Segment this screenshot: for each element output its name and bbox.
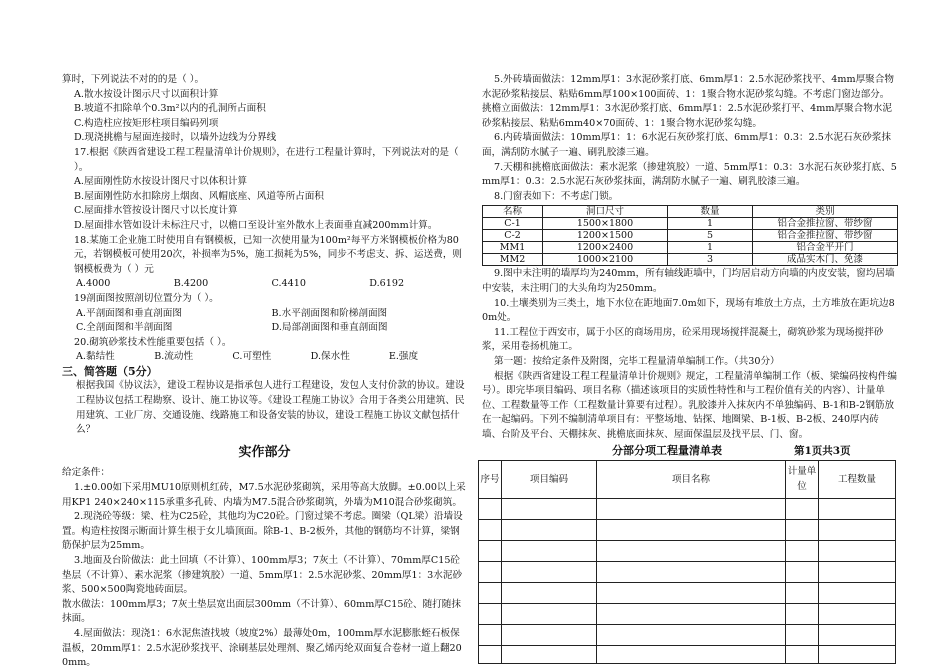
condition-11: 11.工程位于西安市，属于小区的商场用房，砼采用现场搅拌混凝土，砌筑砂浆为现场搅拌砂浆，采用卷扬机施工。 [482,326,884,353]
q20-option-c: C.可塑性 [232,351,272,363]
q18-option-b: B.4200 [173,278,209,290]
task-1-title: 第一题：按给定条件及附图，完毕工程量清单编制工作。（共30分） [494,355,780,367]
table-row [483,242,898,254]
table-row [483,218,898,230]
condition-9: 9.图中未注明的墙厚均为240mm，所有轴线距墙中，门均居启动方向墙的内皮安装，窗均居墙中安装，未注明门的大头角均为250mm。 [482,268,895,294]
q19-options-row2 [62,321,467,336]
section3-text: 根据我国《协议法》，建设工程协议是指承包人进行工程建设，发包人支付价款的协议。建设工程协议包括工程勘察、设计、施工协议等。《建设工程施工协议》合用于各类公用建筑、民用建筑、工业厂房、交通设施、线路施工和设备安装的协议，建设工程施工协议文献包括什么？ [76,380,465,436]
table-row[interactable] [479,625,896,646]
q19-option-a: A.平剖面图和垂直剖面图 [76,307,182,319]
q18-options [62,277,467,292]
q20-option-e: E.强度 [388,351,419,363]
task-1-text: 根据《陕西省建设工程工程量清单计价规则》规定，工程量清单编制工作（板、梁编码按构件编号）。即完毕项目编码、项目名称（描述该项目的实质性特性和与工程价值有关的内容）、计量单位、工程数量等工作（工程数量计算要有过程）。乳胶漆并入抹灰内不单独编码、B-1和B-2钢筋放在一起编码。下列不编制清单项目有：平整场地、钻探、地圈梁、B-1板、B-2板、240厚内砖墙、台阶及平台、天棚抹灰、挑檐底面抹灰、屋面保温层及找平层、门、窗。 [482,370,897,440]
cell: 成品实木门、免漆 [753,254,898,266]
cell: 1 [668,218,753,230]
q20-option-a: A.黏结性 [76,351,115,363]
q17-option-d: D.屋面排水管如设计未标注尺寸，以檐口至设计室外散水上表面垂直减200mm计算。 [74,219,438,231]
q18-option-a: A.4000 [76,278,111,290]
col-code: 项目编码 [502,461,597,499]
q16-option-b: B.坡道不扣除单个0.3m²以内的孔洞所占面积 [74,103,266,115]
q16-option-a: A.散水按设计图示尺寸以面积计算 [74,88,219,100]
cell: 1 [668,242,753,254]
condition-4: 4.屋面做法：现浇1：6水泥焦渣找坡（坡度2%）最薄处0m，100mm厚水泥膨胀蛭石板保温板，20mm厚1：2.5水泥砂浆找平、涂刷基层处理剂、聚乙烯丙纶双面复合卷材一道上翻200mm。 [62,627,462,669]
table-row [483,254,898,266]
cell: 1500×1800 [543,218,668,230]
table-row [483,230,898,242]
cell: 3 [668,254,753,266]
cell: C-1 [483,218,543,230]
door-window-header-row [483,206,898,218]
col-count: 数量 [668,206,753,218]
col-index: 序号 [479,461,502,499]
q19-text: 19剖面图按照剖切位置分为（ ）。 [74,292,219,304]
cell: 1200×1500 [543,230,668,242]
condition-8: 8.门窗表如下：不考虑门锁。 [494,190,619,202]
q20-options [62,350,467,365]
q19-option-d: D.局部剖面图和垂直剖面图 [271,322,388,334]
condition-1: 1.±0.00如下采用MU10原则机红砖，M7.5水泥砂浆砌筑，采用等高大放脚。±0.00以上采用KP1 240×240×115承重多孔砖、内墙为M7.5混合砂浆砌筑，外墙为M10混合砂浆砌筑。 [62,482,466,508]
door-window-table [482,205,898,266]
col-quantity: 工程数量 [819,461,896,499]
condition-3-apron: 散水做法：100mm厚3；7灰土垫层宽出面层300mm（不计算）、60mm厚C15砼、随打随抹抹面。 [62,598,461,625]
q16-option-c: C.构造柱应按矩形柱项目编码列项 [74,117,219,129]
q20-option-b: B.流动性 [154,351,194,363]
condition-5-eaves: 挑檐立面做法：12mm厚1：3水泥砂浆打底、6mm厚1：2.5水泥砂浆打平、4mm厚聚合物水泥砂浆粘接层、粘贴6mm40×70面砖、1：1聚合物水泥砂浆勾缝。 [482,103,892,129]
bill-page-number: 第1页共3页 [794,445,851,458]
cell: 铝合金推拉窗、带纱窗 [753,218,898,230]
cell: 铝合金推拉窗、带纱窗 [753,230,898,242]
col-size: 洞口尺寸 [543,206,668,218]
practical-title: 实作部分 [238,444,291,460]
q16-option-d: D.现浇挑檐与屋面连接时，以墙外边线为分界线 [74,132,277,144]
q20-option-d: D.保水性 [310,351,350,363]
table-row[interactable] [479,562,896,583]
section3-title: 三、简答题（5分） [62,364,158,378]
q19-option-c: C.全剖面图和半剖面图 [76,322,173,334]
col-item-name: 项目名称 [597,461,786,499]
q20-text: 20.砌筑砂浆技术性能重要包括（ ）。 [74,336,232,348]
table-row[interactable] [479,604,896,625]
cell: 5 [668,230,753,242]
cell: 1200×2400 [543,242,668,254]
q19-option-b: B.水平剖面图和阶梯剖面图 [271,307,388,319]
condition-2: 2.现浇砼等级：梁、柱为C25砼，其他均为C20砼。门窗过梁不考虑。圈梁（QL梁）沿墙设置。构造柱按图示断面计算生根于女儿墙顶面。除B-1、B-2板外，其他的钢筋均不计算，梁钢筋保护层为25mm。 [62,511,463,552]
condition-7: 7.天棚和挑檐底面做法：素水泥浆（掺建筑胶）一道、5mm厚1：0.3：3水泥石灰砂浆打底、5mm厚1：0.3：2.5水泥石灰砂浆抹面，满刮防水腻子一遍、刷乳胶漆三遍。 [482,161,897,188]
given-label: 给定条件： [62,467,110,479]
table-row[interactable] [479,583,896,604]
q18-option-d: D.6192 [369,278,405,290]
q18-option-c: C.4410 [271,278,306,290]
cell: MM2 [483,254,543,266]
table-row[interactable] [479,646,896,664]
col-name: 名称 [483,206,543,218]
table-row[interactable] [479,520,896,541]
condition-5: 5.外砖墙面做法：12mm厚1：3水泥砂浆打底、6mm厚1：2.5水泥砂浆找平、4mm厚聚合物水泥砂浆粘接层、粘贴6mm厚100×100面砖、1：1聚合物水泥砂浆勾缝。不考虑门窗边部分。 [482,74,894,100]
q18-text: 18.某施工企业施工时使用自有钢模板，已知一次使用量为100m²每平方米钢模板价格为80元，若钢模板可使用20次，补损率为5%，施工损耗为5%，同步不考虑支、拆、运送费，则钢模板费为（ ）元 [74,234,463,275]
cell: C-2 [483,230,543,242]
bill-title-row [482,444,898,460]
left-column [62,0,467,671]
cell: 铝合金平开门 [753,242,898,254]
q17-option-a: A.屋面刚性防水按设计图尺寸以体积计算 [74,176,248,188]
col-type: 类别 [753,206,898,218]
bill-table [478,460,896,664]
q17-option-c: C.屋面排水管按设计图尺寸以长度计算 [74,205,238,217]
condition-3: 3.地面及台阶做法：此土回填（不计算）、100mm厚3；7灰土（不计算）、70mm厚C15砼垫层（不计算）、素水泥浆（掺建筑胶）一道、5mm厚1：2.5水泥砂浆、20mm厚1：3水泥砂浆、500×500陶瓷地砖面层。 [62,555,463,596]
q17-text: 17.根据《陕西省建设工程工程量清单计价规则》，在进行工程量计算时，下列说法对的是（ ）。 [74,146,459,173]
bill-header-row [479,461,896,499]
q19-options-row1 [62,307,467,322]
table-row[interactable] [479,499,896,520]
condition-6: 6.内砖墙面做法：10mm厚1：1：6水泥石灰砂浆打底、6mm厚1：0.3：2.5水泥石灰砂浆抹面，满刮防水腻子一遍、刷乳胶漆三遍。 [482,132,892,158]
right-column [482,0,898,664]
q17-option-b: B.屋面刚性防水扣除房上烟囱、风帽底座、风道等所占面积 [74,190,324,202]
q16-tail: 算时，下列说法不对的的是（ ）。 [62,74,205,85]
condition-10: 10.土壤类别为三类土，地下水位在距地面7.0m如下，现场有堆放土方点，土方堆放在距坑边80m处。 [482,297,895,324]
col-unit: 计量单位 [786,461,819,499]
bill-title: 分部分项工程量清单表 [612,444,722,458]
cell: MM1 [483,242,543,254]
table-row[interactable] [479,541,896,562]
cell: 1000×2100 [543,254,668,266]
